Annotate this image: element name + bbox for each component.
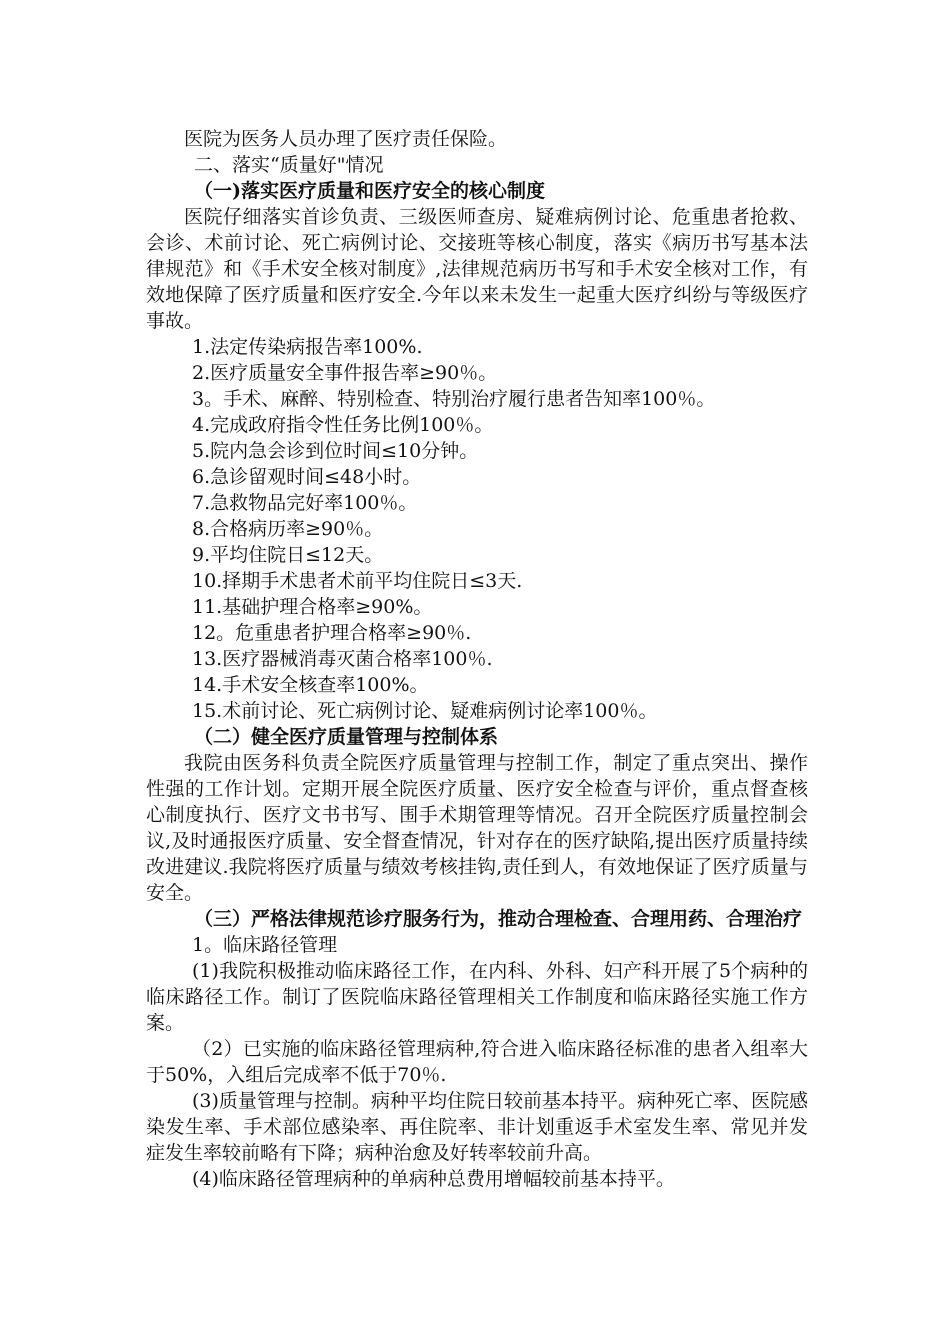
subsection-2-paragraph: 我院由医务科负责全院医疗质量管理与控制工作，制定了重点突出、操作性强的工作计划。定期开展全院医疗质量、医疗安全检查与评价，重点督查核心制度执行、医疗文书书写、围手术期管理等情况。召开全院医疗质量控制会议,及时通报医疗质量、安全督查情况，针对存在的医疗缺陷,提出医疗质量持续改进建议.我院将医疗质量与绩效考核挂钩,责任到人，有效地保证了医疗质量与安全。: [146, 752, 808, 904]
clinical-item: (4)临床路径管理病种的单病种总费用增幅较前基本持平。: [192, 1168, 675, 1190]
list-item: 5.院内急会诊到位时间≤10分钟。: [192, 440, 479, 462]
list-item: 3。手术、麻醉、特别检查、特别治疗履行患者告知率100％。: [192, 388, 716, 410]
document-body: [146, 126, 808, 1192]
list-item: 14.手术安全核查率100%。: [192, 674, 429, 696]
clinical-item: (3)质量管理与控制。病种平均住院日较前基本持平。病种死亡率、医院感染发生率、手术部位感染率、再住院率、非计划重返手术室发生率、常见并发症发生率较前略有下降；病种治愈及好转率较前升高。: [146, 1090, 808, 1164]
list-item: 15.术前讨论、死亡病例讨论、疑难病例讨论率100％。: [192, 700, 658, 722]
list-item: 6.急诊留观时间≤48小时。: [192, 466, 422, 488]
intro-paragraph: 医院为医务人员办理了医疗责任保险。: [184, 128, 508, 150]
list-item: 7.急救物品完好率100％。: [192, 492, 418, 514]
list-item: 2.医疗质量安全事件报告率≥90％。: [192, 362, 498, 384]
subsection-1-title: （一)落实医疗质量和医疗安全的核心制度: [194, 180, 545, 202]
list-item: 8.合格病历率≥90％。: [192, 518, 384, 540]
list-item: 13.医疗器械消毒灭菌合格率100％.: [192, 648, 493, 670]
clinical-item: （2）已实施的临床路径管理病种,符合进入临床路径标准的患者入组率大于50%，入组后完成率不低于70％.: [146, 1038, 808, 1086]
section-2-title: 二、落实“质量好"情况: [194, 154, 384, 176]
subsection-3-title: （三）严格法律规范诊疗服务行为，推动合理检查、合理用药、合理治疗: [194, 908, 803, 930]
list-item: 9.平均住院日≤12天。: [192, 544, 384, 566]
clinical-item: (1)我院积极推动临床路径工作，在内科、外科、妇产科开展了5个病种的临床路径工作。制订了医院临床路径管理相关工作制度和临床路径实施工作方案。: [146, 960, 808, 1034]
list-item: 4.完成政府指令性任务比例100％。: [192, 414, 494, 436]
clinical-path-title: 1。临床路径管理: [192, 934, 338, 956]
list-item: 10.择期手术患者术前平均住院日≤3天.: [192, 570, 523, 592]
list-item: 1.法定传染病报告率100%.: [192, 336, 423, 358]
subsection-1-paragraph: 医院仔细落实首诊负责、三级医师查房、疑难病例讨论、危重患者抢救、会诊、术前讨论、死亡病例讨论、交接班等核心制度，落实《病历书写基本法律规范》和《手术安全核对制度》,法律规范病历书写和手术安全核对工作，有效地保障了医疗质量和医疗安全.今年以来未发生一起重大医疗纠纷与等级医疗事故。: [146, 206, 808, 332]
list-item: 11.基础护理合格率≥90%。: [192, 596, 433, 618]
list-item: 12。危重患者护理合格率≥90％.: [192, 622, 472, 644]
subsection-2-title: （二）健全医疗质量管理与控制体系: [194, 726, 499, 748]
